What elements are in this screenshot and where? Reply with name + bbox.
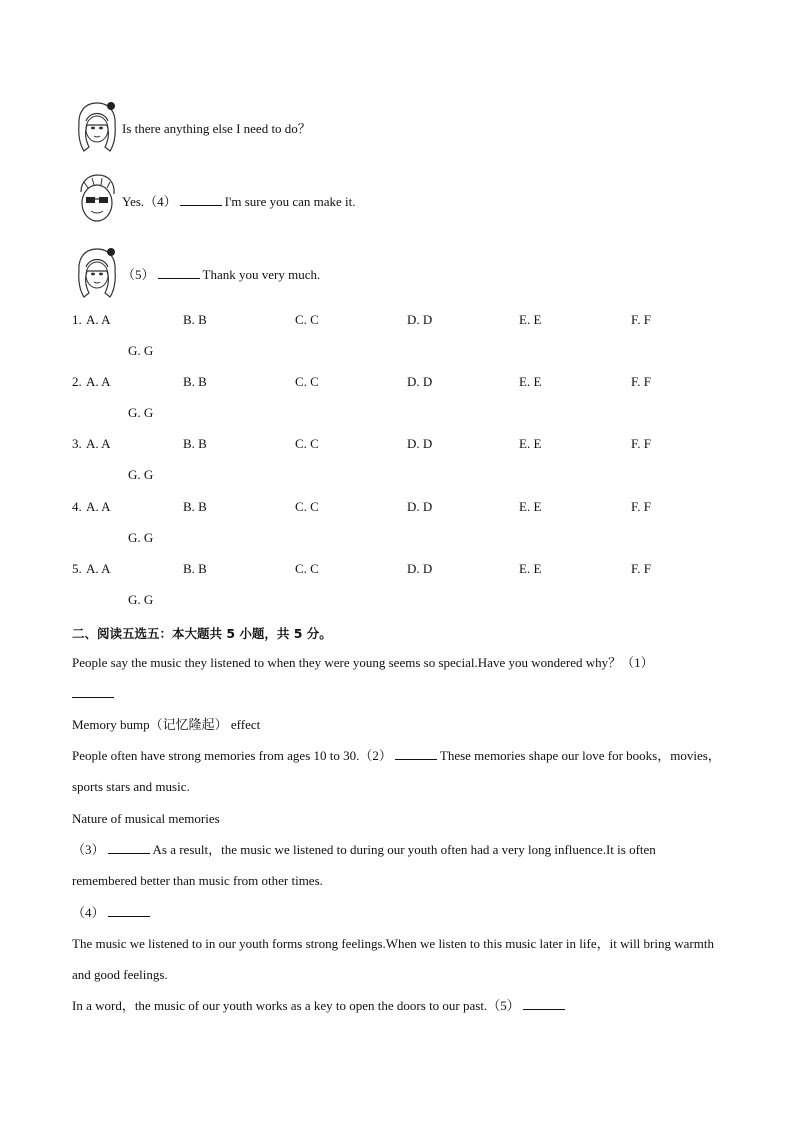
option-b[interactable]: B. B <box>183 312 207 327</box>
girl-avatar-icon <box>72 243 122 301</box>
option-e[interactable]: E. E <box>519 436 542 451</box>
passage-paragraph-3 <box>72 834 722 896</box>
option-g[interactable]: G. G <box>128 467 154 482</box>
boy-avatar-icon <box>72 170 122 228</box>
option-b[interactable]: B. B <box>183 374 207 389</box>
answer-blank[interactable] <box>72 685 114 698</box>
dialogue-text-after: I'm sure you can make it. <box>224 194 356 209</box>
question-number: 4. <box>72 499 82 514</box>
option-d[interactable]: D. D <box>407 312 433 327</box>
answer-blank[interactable] <box>108 841 150 854</box>
question-number: 3. <box>72 436 82 451</box>
option-f[interactable]: F. F <box>631 374 651 389</box>
passage-text: People say the music they listened to when they were young seems so special.Have you wondered why？（1） <box>72 655 654 670</box>
question-2 <box>72 374 722 436</box>
dialogue-text-before: Yes.（4） <box>122 194 177 209</box>
option-d[interactable]: D. D <box>407 561 433 576</box>
question-5 <box>72 561 722 623</box>
option-g[interactable]: G. G <box>128 592 154 607</box>
option-e[interactable]: E. E <box>519 499 542 514</box>
option-g[interactable]: G. G <box>128 530 154 545</box>
option-f[interactable]: F. F <box>631 312 651 327</box>
option-a[interactable]: A. A <box>86 499 111 514</box>
passage-text: These memories shape our love for books，movies，sports stars and music. <box>72 748 721 794</box>
passage-text: People often have strong memories from ages 10 to 30.（2） <box>72 748 392 763</box>
passage-text: In a word，the music of our youth works as a key to open the doors to our past.（5） <box>72 998 520 1013</box>
option-b[interactable]: B. B <box>183 561 207 576</box>
option-c[interactable]: C. C <box>295 436 319 451</box>
question-number: 2. <box>72 374 82 389</box>
passage-text: （4） <box>72 905 105 920</box>
option-e[interactable]: E. E <box>519 374 542 389</box>
option-c[interactable]: C. C <box>295 499 319 514</box>
option-c[interactable]: C. C <box>295 561 319 576</box>
option-d[interactable]: D. D <box>407 436 433 451</box>
option-d[interactable]: D. D <box>407 499 433 514</box>
question-3 <box>72 436 722 498</box>
answer-blank[interactable] <box>108 904 150 917</box>
answer-blank[interactable] <box>180 193 222 206</box>
passage-paragraph-4: The music we listened to in our youth forms strong feelings.When we listen to this music later in life，it will bring warmth and good feelings. <box>72 936 714 982</box>
option-f[interactable]: F. F <box>631 436 651 451</box>
option-b[interactable]: B. B <box>183 436 207 451</box>
answer-blank[interactable] <box>395 747 437 760</box>
question-number: 1. <box>72 312 82 327</box>
passage-subheading-2: Nature of musical memories <box>72 811 220 826</box>
passage-text: As a result，the music we listened to during our youth often had a very long influence.It is often remembered better than music from other times. <box>72 842 656 888</box>
passage-subheading-1: Memory bump（记忆隆起） effect <box>72 717 261 732</box>
option-c[interactable]: C. C <box>295 312 319 327</box>
option-d[interactable]: D. D <box>407 374 433 389</box>
dialogue-text <box>122 264 320 283</box>
option-g[interactable]: G. G <box>128 343 154 358</box>
passage-subheading-3 <box>72 897 722 928</box>
option-a[interactable]: A. A <box>86 374 111 389</box>
dialogue-text <box>122 191 356 210</box>
dialogue-text-before: （5） <box>122 267 155 282</box>
section-heading: 二、阅读五选五：本大题共 5 小题，共 5 分。 <box>72 626 332 641</box>
dialogue-text-after: Thank you very much. <box>202 267 321 282</box>
question-4 <box>72 499 722 561</box>
passage-paragraph-5 <box>72 990 722 1021</box>
passage-paragraph-2 <box>72 740 722 802</box>
question-1 <box>72 312 722 374</box>
option-a[interactable]: A. A <box>86 312 111 327</box>
option-e[interactable]: E. E <box>519 312 542 327</box>
option-g[interactable]: G. G <box>128 405 154 420</box>
option-e[interactable]: E. E <box>519 561 542 576</box>
answer-blank[interactable] <box>523 997 565 1010</box>
option-c[interactable]: C. C <box>295 374 319 389</box>
question-number: 5. <box>72 561 82 576</box>
option-b[interactable]: B. B <box>183 499 207 514</box>
passage-paragraph-1 <box>72 647 722 709</box>
dialogue-text <box>122 118 311 137</box>
dialogue-text-before: Is there anything else I need to do？ <box>122 121 311 136</box>
option-f[interactable]: F. F <box>631 561 651 576</box>
option-a[interactable]: A. A <box>86 561 111 576</box>
passage-text: （3） <box>72 842 105 857</box>
option-f[interactable]: F. F <box>631 499 651 514</box>
girl-avatar-icon <box>72 97 122 155</box>
option-a[interactable]: A. A <box>86 436 111 451</box>
answer-blank[interactable] <box>158 266 200 279</box>
